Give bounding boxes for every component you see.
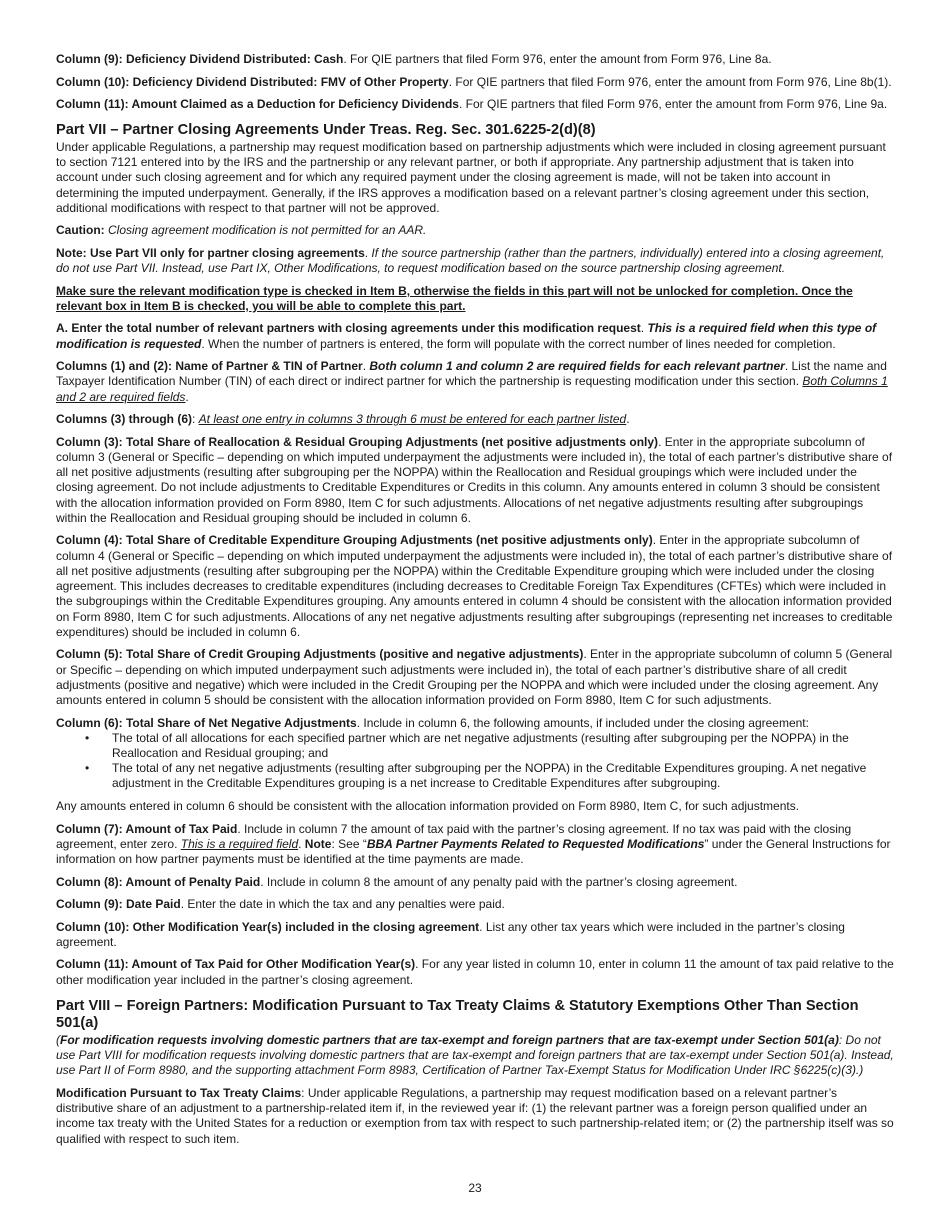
column-9-cash-label: Column (9): Deficiency Dividend Distributed: Cash <box>56 52 344 66</box>
column-9-paragraph <box>56 897 896 912</box>
item-a-paragraph <box>56 321 896 351</box>
column-5-text: . Enter in the appropriate subcolumn of column 5 (General or Specific – depending on which imputed underpayment such adjustments were included in), the total of each partner’s distributive share of all credit adjustments (positive and negative) which were included in the Credit Grouping per the NOPPA and which were included under the closing agreement. Any amounts entered in column 5 should be consistent with the allocation information provided on Form 8980, Item C for such adjustments. <box>56 647 893 707</box>
column-5-paragraph <box>56 647 896 708</box>
note-text: If the source partnership (rather than the partners, individually) entered into a closing agreement, do not use Part VII. Instead, use Part IX, Other Modifications, to request modification based on the source partnership closing agreement. <box>56 245 885 276</box>
columns-3-6-end: . <box>626 412 630 427</box>
column-3-label: Column (3): Total Share of Reallocation & Residual Grouping Adjustments (net positive adjustments only) <box>56 434 659 449</box>
unlock-instruction <box>56 284 896 314</box>
column-7-paragraph <box>56 822 896 868</box>
columns-3-6-text: At least one entry in columns 3 through 6 must be entered for each partner listed <box>198 412 627 427</box>
column-3-text: . Enter in the appropriate subcolumn of column 3 (General or Specific – depending on which imputed underpayment the adjustments were included in), the total of each partner’s distributive share of all net positive adjustments (resulting after subgrouping per the NOPPA) within the Reallocation and Residual groupings which were included under the closing agreement. Do not include adjustments to Creditable Expenditures or Credits in this column. Any amounts entered in column 3 should be consistent with the allocation information provided on Form 8980, Item C for such adjustments. Allocations of net negative adjustments resulting after subgroupings within the Reallocation and Residual grouping should be included in column 6. <box>56 434 893 525</box>
columns-1-2-required-note: Both Columns 1 and 2 are required fields <box>56 374 888 404</box>
columns-3-6-label: Columns (3) through (6) <box>56 412 192 427</box>
column-11-label: Column (11): Amount of Tax Paid for Other Modification Year(s) <box>56 957 416 972</box>
column-10-fmv-paragraph <box>56 75 896 90</box>
unlock-text: Make sure the relevant modification type is checked in Item B, otherwise the fields in this part will not be unlocked for completion. Once the relevant box in Item B is checked, you will be able to complete this part. <box>56 283 853 313</box>
column-10-paragraph <box>56 920 896 950</box>
column-7-note-label: Note <box>304 836 332 851</box>
column-10-fmv-label: Column (10): Deficiency Dividend Distributed: FMV of Other Property <box>56 74 449 89</box>
column-10-label: Column (10): Other Modification Year(s) included in the closing agreement <box>56 919 480 934</box>
caution-label: Caution: <box>56 223 105 238</box>
item-a-required: This is a required field when this type of modification is requested <box>56 321 877 351</box>
columns-1-2-separator: . <box>362 359 370 374</box>
column-3-paragraph <box>56 435 896 526</box>
list-item <box>56 731 896 761</box>
columns-1-2-required: Both column 1 and column 2 are required fields for each relevant partner <box>369 359 785 374</box>
part-7-heading: Part VII – Partner Closing Agreements Under Treas. Reg. Sec. 301.6225-2(d)(8) <box>56 122 596 139</box>
column-4-text: . Enter in the appropriate subcolumn of column 4 (General or Specific – depending on which imputed underpayment the adjustments were included in), the total of each partner’s distributive share of all net positive adjustments (resulting after subgrouping per the NOPPA) within the Creditable Expenditure grouping which were included under the closing agreement. This includes decreases to creditable expenditures (including decreases to Creditable Foreign Tax Expenditures (CFTEs) which were included in the subgroupings within the Creditable Expenditures grouping. Any amounts entered in column 4 should be consistent with the allocation information provided on Form 8980, Item C for such adjustments. Allocations of any net negative adjustments resulting after subgroupings (representing net increases to creditable expenditures) should be included in column 6. <box>56 533 893 639</box>
column-4-label: Column (4): Total Share of Creditable Expenditure Grouping Adjustments (net positive adjustments only) <box>56 533 653 548</box>
part-8-paren-bold: For modification requests involving domestic partners that are tax-exempt and foreign partners that are tax-exempt under Section 501(a) <box>60 1032 839 1047</box>
bullet-icon: • <box>85 761 90 776</box>
column-11-deduction-text: . For QIE partners that filed Form 976, enter the amount from Form 976, Line 9a. <box>458 97 888 112</box>
treaty-label: Modification Pursuant to Tax Treaty Claims <box>56 1085 302 1100</box>
column-7-note-post: ” under the General Instructions for information on how partner payments must be identified at the time payments are made. <box>56 836 891 866</box>
note-separator: . <box>364 245 372 260</box>
column-11-deduction-paragraph <box>56 97 896 112</box>
note-paragraph <box>56 246 896 276</box>
columns-1-2-paragraph <box>56 359 896 405</box>
document-page <box>56 52 896 1154</box>
column-7-note-reference: BBA Partner Payments Related to Requested Modifications <box>366 836 705 851</box>
column-10-fmv-text: . For QIE partners that filed Form 976, enter the amount from Form 976, Line 8b(1). <box>448 74 892 89</box>
column-8-text: . Include in column 8 the amount of any penalty paid with the partner’s closing agreement. <box>260 874 738 889</box>
bullet-text: The total of all allocations for each specified partner which are net negative adjustments (resulting after subgrouping per the NOPPA) in the Reallocation and Residual grouping; and <box>112 730 849 760</box>
columns-1-2-text: . List the name and Taxpayer Identification Number (TIN) of each direct or indirect partner for which the partnership is requesting modification under this section. <box>56 359 887 389</box>
column-7-label: Column (7): Amount of Tax Paid <box>56 821 238 836</box>
caution-paragraph <box>56 223 896 238</box>
columns-1-2-label: Columns (1) and (2): Name of Partner & TIN of Partner <box>56 359 363 374</box>
bullet-icon: • <box>85 730 90 745</box>
column-6-paragraph <box>56 716 896 731</box>
part-8-paren-text: : Do not use Part VIII for modification requests involving domestic partners that are tax-exempt and foreign partners that are tax-exempt under Section 501(a). Instead, use Part II of Form 8980, and the supporting attachment Form 8983, Certification of Partner Tax-Exempt Status for Modification Under IRC §6225(c)(3).) <box>56 1032 894 1078</box>
columns-3-6-paragraph <box>56 412 896 427</box>
note-label: Note: Use Part VII only for partner closing agreements <box>56 245 365 260</box>
part-8-paren-open: ( <box>56 1032 60 1047</box>
column-11-paragraph <box>56 957 896 987</box>
column-10-text: . List any other tax years which were included in the partner’s closing agreement. <box>56 919 845 949</box>
column-9-cash-text: . For QIE partners that filed Form 976, enter the amount from Form 976, Line 8a. <box>343 52 772 66</box>
treaty-text: : Under applicable Regulations, a partnership may request modification based on a relevant partner’s distributive share of an adjustment to a partnership-related item if, in the reviewed year if: (1) the relevant partner was a foreign person qualified under an income tax treaty with the United States for a reduction or exemption from tax with respect to such partnership-related item; or (2) the partnership itself was so qualified with respect to such item. <box>56 1085 894 1146</box>
column-7-note-pre: : See “ <box>331 836 367 851</box>
part-7-intro: Under applicable Regulations, a partnership may request modification based on partnership adjustments which were included in closing agreement pursuant to section 7121 entered into by the IRS and the partnership or any relevant partner, or both if appropriate. Any partnership adjustment that is taken into account under such closing agreement and for which any required payment under the closing agreement is made, will not be taken into account in determining the imputed underpayment. Generally, if the IRS approves a modification based on a relevant partner’s closing agreement under this section, additional modifications with respect to that partner will not be approved. <box>56 139 886 215</box>
column-4-paragraph <box>56 533 896 639</box>
part-8-heading: Part VIII – Foreign Partners: Modification Pursuant to Tax Treaty Claims & Statutory Exemptions Other Than Section 501(a) <box>56 997 859 1032</box>
column-8-label: Column (8): Amount of Penalty Paid <box>56 874 261 889</box>
columns-3-6-separator: : <box>191 412 199 427</box>
column-6-label: Column (6): Total Share of Net Negative Adjustments <box>56 715 357 730</box>
column-9-text: . Enter the date in which the tax and any penalties were paid. <box>180 897 505 912</box>
column-5-label: Column (5): Total Share of Credit Grouping Adjustments (positive and negative adjustments) <box>56 647 584 662</box>
column-7-text: . Include in column 7 the amount of tax paid with the partner’s closing agreement. If no tax was paid with the closing agreement, enter zero. <box>56 821 852 851</box>
column-7-separator: . <box>298 836 305 851</box>
column-11-deduction-label: Column (11): Amount Claimed as a Deduction for Deficiency Dividends <box>56 97 459 112</box>
column-6-text: . Include in column 6, the following amounts, if included under the closing agreement: <box>356 715 809 730</box>
column-8-paragraph <box>56 875 896 890</box>
list-item <box>56 761 896 791</box>
item-a-label: A. Enter the total number of relevant partners with closing agreements under this modification request <box>56 321 641 336</box>
column-6-bullet-list <box>56 731 896 792</box>
treaty-paragraph <box>56 1086 896 1147</box>
columns-1-2-end: . <box>185 389 189 404</box>
column-11-text: . For any year listed in column 10, enter in column 11 the amount of tax paid relative to the other modification year included in the partner’s closing agreement. <box>56 957 894 987</box>
column-9-label: Column (9): Date Paid <box>56 897 181 912</box>
page-number: 23 <box>468 1181 482 1195</box>
caution-text: Closing agreement modification is not permitted for an AAR. <box>104 223 427 238</box>
column-6-after: Any amounts entered in column 6 should be consistent with the allocation information provided on Form 8980, Item C, for such adjustments. <box>56 798 800 813</box>
bullet-text: The total of any net negative adjustments (resulting after subgrouping per the NOPPA) in the Creditable Expenditures grouping. A net negative adjustment in the Creditable Expenditures grouping is a net increase to Creditable Expenditures after subgrouping. <box>112 761 867 791</box>
item-a-text: . When the number of partners is entered, the form will populate with the correct number of lines needed for completion. <box>201 336 836 351</box>
item-a-separator: . <box>640 321 648 336</box>
column-7-required: This is a required field <box>180 836 299 851</box>
part-8-parenthetical <box>56 1033 896 1079</box>
column-9-cash-paragraph <box>56 52 896 67</box>
